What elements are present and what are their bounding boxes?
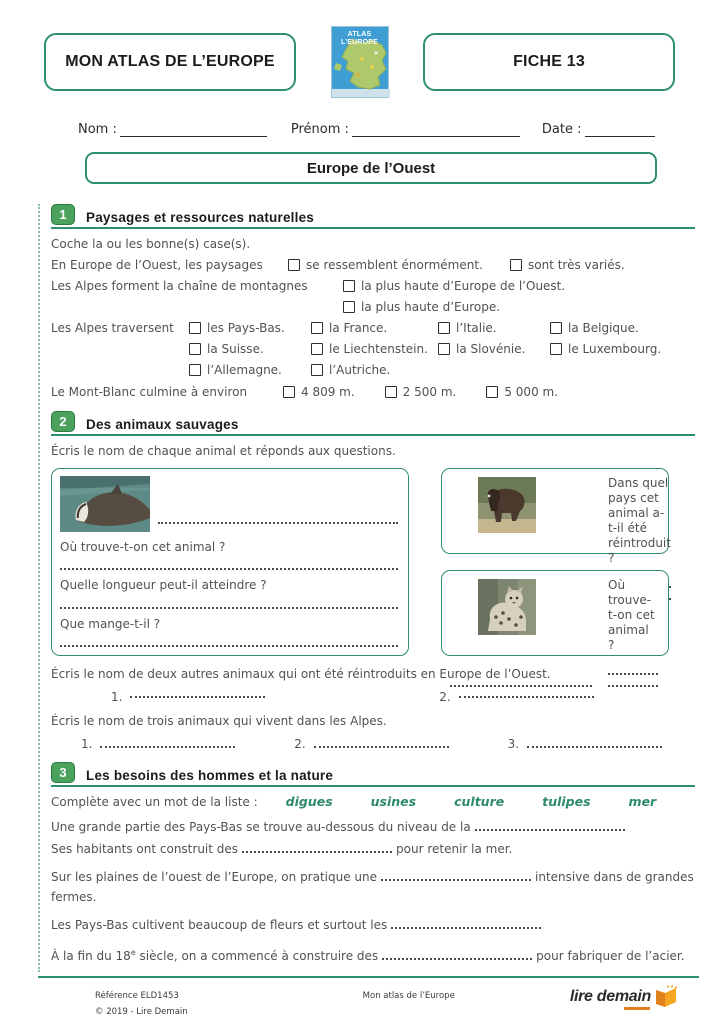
answer-blank[interactable] <box>314 737 449 748</box>
cloze-sentence <box>51 817 695 837</box>
section3-header <box>51 762 695 787</box>
question-stem: Les Alpes traversent <box>51 321 174 335</box>
answer-blank[interactable] <box>475 820 625 831</box>
item-number: 1. <box>81 737 93 751</box>
header <box>0 0 717 98</box>
checkbox[interactable] <box>189 322 201 334</box>
section3-number-badge: 3 <box>51 762 75 783</box>
section3-title: Les besoins des hommes et la nature <box>86 768 334 783</box>
cloze-sentence <box>51 867 695 907</box>
sentence-text: À la fin du 18 <box>51 949 131 963</box>
answer-blank[interactable] <box>130 687 265 698</box>
bison-box <box>441 468 671 565</box>
answer-blank[interactable] <box>527 737 662 748</box>
checkbox[interactable] <box>438 343 450 355</box>
option-label: 2 500 m. <box>402 385 457 399</box>
lynx-box <box>441 570 669 656</box>
series-title-box <box>44 33 296 91</box>
section1-header <box>51 204 695 229</box>
shark-box <box>51 468 409 656</box>
checkbox[interactable] <box>550 343 562 355</box>
word-bank <box>286 794 695 809</box>
checkbox[interactable] <box>283 386 295 398</box>
spacer <box>51 339 189 360</box>
footer-reference: Référence ELD1453 <box>95 991 179 1001</box>
superscript: e <box>130 948 136 957</box>
spacer <box>550 360 695 381</box>
worksheet-title: Europe de l’Ouest <box>306 159 436 177</box>
lynx-photo-cell <box>450 578 600 675</box>
section1-number-badge: 1 <box>51 204 75 225</box>
reintroduced-answers <box>51 687 695 707</box>
nom-field[interactable] <box>120 124 267 137</box>
animal-name-line[interactable] <box>158 512 398 524</box>
item-number: 2. <box>439 690 451 704</box>
checkbox[interactable] <box>486 386 498 398</box>
checkbox[interactable] <box>550 322 562 334</box>
section1-instruction: Coche la ou les bonne(s) case(s). <box>51 237 251 251</box>
nom-label: Nom : <box>78 122 117 137</box>
option-label: les Pays-Bas. <box>207 321 285 335</box>
option-label: l’Italie. <box>456 321 497 335</box>
publisher-logo-subtext-bar <box>624 1007 650 1010</box>
word-bank-item: tulipes <box>542 794 591 809</box>
option-label: sont très variés. <box>528 258 625 272</box>
answer-line[interactable] <box>60 561 398 570</box>
option-label: la France. <box>329 321 388 335</box>
option-label: 4 809 m. <box>301 385 355 399</box>
question-mont-blanc <box>51 381 695 403</box>
atlas-cover-line2: L’EUROPE <box>341 39 378 47</box>
lynx-question: Où trouve-t-on cet animal ? <box>608 578 655 652</box>
option-label: la Belgique. <box>568 321 639 335</box>
sentence-text: pour fabriquer de l’acier. <box>536 949 685 963</box>
option-label: le Luxembourg. <box>568 342 662 356</box>
series-title: MON ATLAS DE L’EUROPE <box>65 53 275 70</box>
checkbox[interactable] <box>288 259 300 271</box>
publisher-logo-text: lire demain <box>569 988 651 1005</box>
fiche-number: FICHE 13 <box>513 53 585 70</box>
sentence-text: Sur les plaines de l’ouest de l’Europe, on pratique une <box>51 870 378 884</box>
answer-line[interactable] <box>608 675 658 687</box>
section2-title: Des animaux sauvages <box>86 417 239 432</box>
answer-blank[interactable] <box>381 870 531 881</box>
open-book-icon <box>653 986 679 1008</box>
worksheet-title-box <box>85 152 657 184</box>
sentence-text: Ses habitants ont construit des <box>51 842 239 856</box>
shark-question-2: Quelle longueur peut-il atteindre ? <box>60 578 267 593</box>
footer-copyright: © 2019 - Lire Demain <box>95 1007 188 1018</box>
checkbox[interactable] <box>438 322 450 334</box>
spacer <box>51 360 189 381</box>
checkbox[interactable] <box>343 280 355 292</box>
section2-instruction: Écris le nom de chaque animal et réponds aux questions. <box>51 444 396 458</box>
question-stem: Les Alpes forment la chaîne de montagnes <box>51 279 308 293</box>
fiche-number-box <box>423 33 675 91</box>
answer-blank[interactable] <box>391 918 541 929</box>
item-number: 3. <box>507 737 520 751</box>
option-label: se ressemblent énormément. <box>306 258 483 272</box>
checkbox[interactable] <box>510 259 522 271</box>
shark-question-1: Où trouve-t-on cet animal ? <box>60 540 226 554</box>
shark-question-3: Que mange-t-il ? <box>60 616 161 631</box>
alpes-animals-answers <box>51 734 695 754</box>
item-number: 1. <box>111 690 123 704</box>
option-label: l’Autriche. <box>329 363 391 377</box>
checkbox[interactable] <box>343 301 355 313</box>
question-paysages <box>51 255 695 276</box>
word-bank-item: culture <box>454 794 505 809</box>
answer-line[interactable] <box>60 599 398 608</box>
sentence-text: Les Pays-Bas cultivent beaucoup de fleurs et surtout les <box>51 918 388 932</box>
checkbox[interactable] <box>385 386 397 398</box>
footer <box>0 978 717 1020</box>
animal-boxes <box>51 468 695 656</box>
option-label: la plus haute d’Europe. <box>361 300 501 314</box>
atlas-cover-line1: ATLAS <box>347 31 372 38</box>
date-field[interactable] <box>585 124 655 137</box>
word-bank-row <box>51 794 695 809</box>
sentence-text: Une grande partie des Pays-Bas se trouve au-dessous du niveau de la <box>51 820 471 834</box>
date-label: Date : <box>541 122 582 137</box>
publisher-logo <box>570 988 679 1010</box>
footer-reference-block <box>95 988 188 1020</box>
question-stem: En Europe de l’Ouest, les paysages <box>51 258 263 272</box>
sentence-text: intensive dans de grandes fermes. <box>51 870 694 904</box>
checkbox[interactable] <box>311 322 323 334</box>
atlas-cover-title <box>341 31 378 47</box>
shark-photo-row <box>60 476 398 532</box>
section3-instruction: Complète avec un mot de la liste : <box>51 795 258 809</box>
word-bank-item: digues <box>285 794 333 809</box>
answer-blank[interactable] <box>382 949 532 960</box>
sentence-text: siècle, on a commencé à construire des <box>135 949 379 963</box>
answer-line[interactable] <box>608 663 658 675</box>
item-number: 2. <box>294 737 306 751</box>
checkbox[interactable] <box>189 343 201 355</box>
option-label: la Suisse. <box>207 342 264 356</box>
option-label: le Liechtenstein. <box>329 342 428 356</box>
cloze-sentence <box>51 915 695 935</box>
question-stem: Le Mont-Blanc culmine à environ <box>51 385 248 399</box>
option-label: l’Allemagne. <box>207 363 282 377</box>
footer-center-title: Mon atlas de l’Europe <box>362 991 455 1001</box>
question-alpes-chaine <box>51 276 695 318</box>
bison-question: Dans quel pays cet animal a-t-il été réintroduit ? <box>608 476 671 565</box>
answer-blank[interactable] <box>100 737 235 748</box>
content-area <box>38 204 695 972</box>
shark-photo <box>60 476 150 532</box>
lynx-question-cell <box>608 578 658 675</box>
prenom-label: Prénom : <box>290 122 349 137</box>
answer-line[interactable] <box>60 638 398 647</box>
section2-number-badge: 2 <box>51 411 75 432</box>
section1-title: Paysages et ressources naturelles <box>86 210 314 225</box>
word-bank-item: mer <box>628 794 657 809</box>
answer-blank[interactable] <box>459 687 594 698</box>
question-alpes-pays <box>51 318 695 381</box>
word-bank-item: usines <box>370 794 417 809</box>
atlas-cover-image <box>331 26 389 98</box>
prenom-field[interactable] <box>352 124 520 137</box>
checkbox[interactable] <box>311 364 323 376</box>
reintroduced-prompt: Écris le nom de deux autres animaux qui ont été réintroduits en Europe de l’Ouest. <box>51 667 551 681</box>
sentence-text: pour retenir la mer. <box>396 842 513 856</box>
checkbox[interactable] <box>311 343 323 355</box>
section2-header <box>51 411 695 436</box>
spacer <box>438 360 550 381</box>
cloze-sentence <box>51 943 695 966</box>
option-label: la plus haute d’Europe de l’Ouest. <box>361 279 566 293</box>
option-label: 5 000 m. <box>504 385 559 399</box>
spacer <box>51 297 343 318</box>
answer-blank[interactable] <box>242 842 392 853</box>
identity-row <box>0 98 717 137</box>
lynx-photo <box>478 579 536 635</box>
checkbox[interactable] <box>189 364 201 376</box>
cloze-sentence <box>51 839 695 859</box>
bison-photo <box>478 477 536 533</box>
alpes-animals-prompt: Écris le nom de trois animaux qui vivent dans les Alpes. <box>51 714 387 728</box>
option-label: la Slovénie. <box>456 342 526 356</box>
